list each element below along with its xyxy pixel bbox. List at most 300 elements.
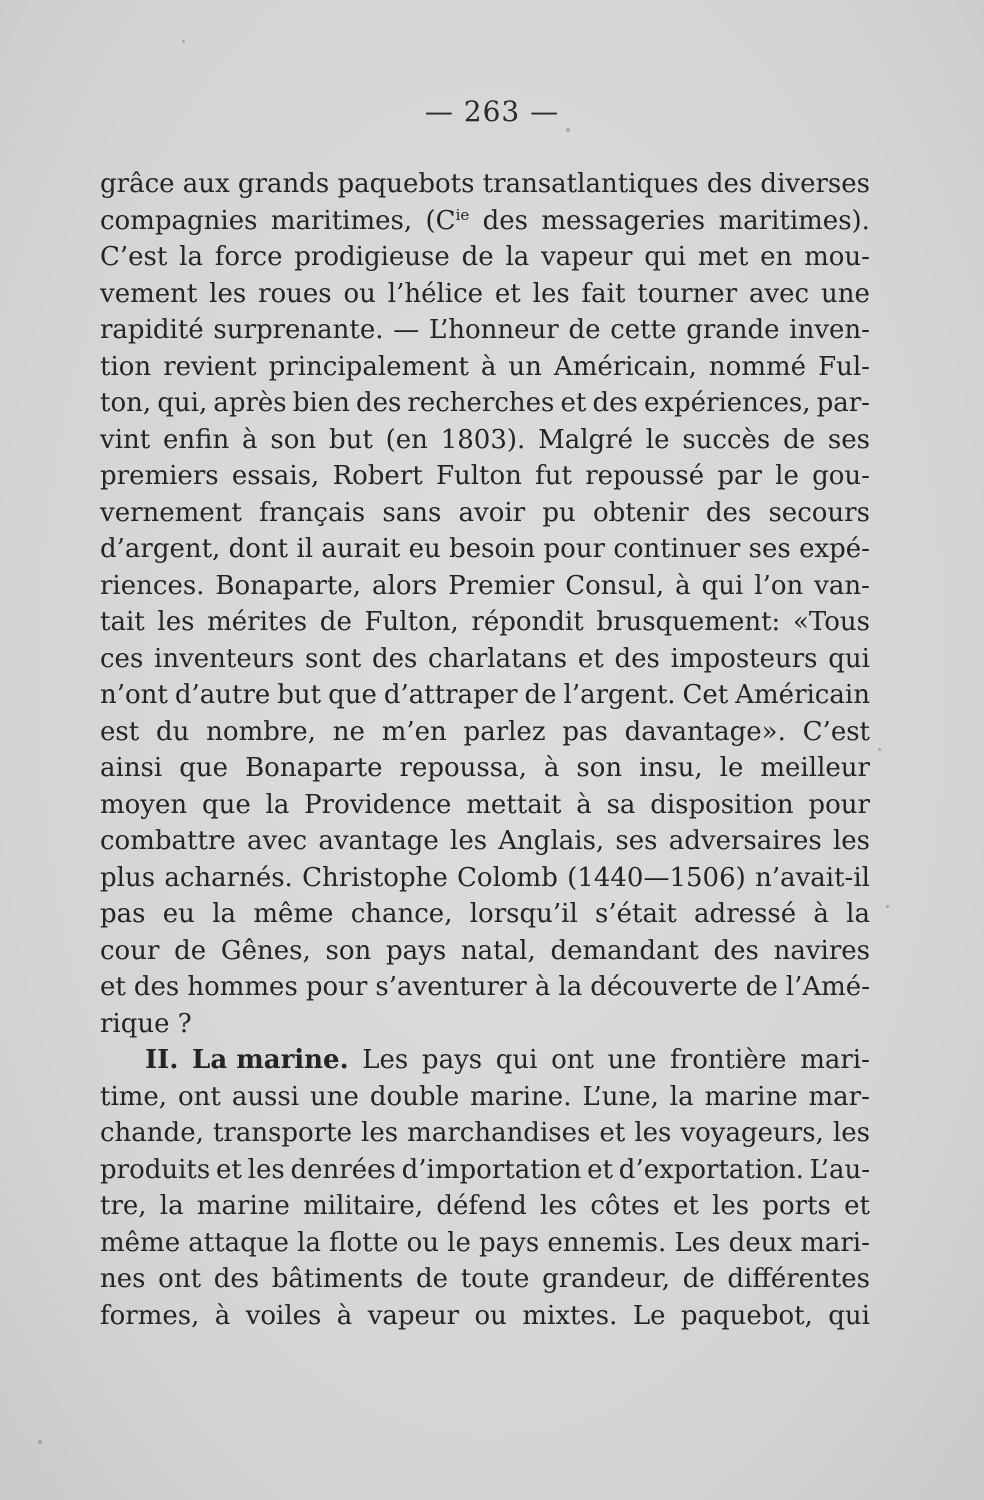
text-line <box>100 239 870 276</box>
word: par- <box>816 388 870 418</box>
word: à <box>576 789 592 820</box>
word: Colomb <box>457 862 558 893</box>
word: C’est <box>802 716 870 747</box>
text-line <box>100 312 870 349</box>
word: des <box>213 1264 260 1294</box>
word: maritimes). <box>718 205 870 236</box>
word: que <box>328 680 377 710</box>
word: une <box>310 1081 359 1112</box>
text-line <box>100 641 870 678</box>
word: répondit <box>471 607 584 637</box>
word: grâce <box>100 169 175 199</box>
word: le <box>447 1227 471 1258</box>
word: une <box>820 278 870 309</box>
word: à <box>214 1300 231 1331</box>
word: grandeur, <box>542 1264 670 1294</box>
word: time, <box>100 1081 168 1112</box>
word: parlez <box>463 716 546 747</box>
word: maritimes, <box>270 205 413 236</box>
word: pays <box>386 935 447 966</box>
word: dont <box>228 534 289 564</box>
word: frontière <box>670 1045 787 1075</box>
word: moyen <box>100 789 188 820</box>
word: n’ont <box>100 680 168 710</box>
word: la <box>505 242 530 272</box>
word: l’on <box>754 570 804 601</box>
word: recherches <box>407 388 555 418</box>
word: inventeurs <box>154 643 295 674</box>
word: denrées <box>290 1154 396 1185</box>
word: l’hélice <box>387 278 484 309</box>
word: à <box>480 351 497 382</box>
text-line <box>100 1225 870 1262</box>
word: l’Amé- <box>785 972 870 1002</box>
word: pour <box>305 972 368 1002</box>
paper-speck <box>38 1440 42 1444</box>
word: van- <box>814 570 870 601</box>
body-text <box>100 166 870 1334</box>
word: ses <box>827 424 870 455</box>
word: demandant <box>550 935 699 966</box>
word: français <box>259 497 366 528</box>
word: force <box>214 242 283 272</box>
word: et <box>577 643 604 674</box>
word: des <box>133 972 180 1002</box>
word: son <box>325 935 372 966</box>
text-line <box>100 568 870 605</box>
text-line <box>100 1152 870 1189</box>
word: le <box>775 461 799 491</box>
word: mar- <box>808 1081 870 1112</box>
word: expériences, <box>643 388 811 418</box>
word: vernement <box>100 497 242 528</box>
word: la <box>212 899 237 929</box>
word: de <box>174 935 207 966</box>
word: avoir <box>458 497 526 528</box>
word: pas <box>100 899 146 929</box>
word: (en <box>385 424 428 455</box>
word: Consul, <box>565 570 665 601</box>
paper-speck <box>182 40 185 43</box>
word: différentes <box>727 1264 870 1294</box>
text-line <box>100 787 870 824</box>
word: la <box>669 1081 694 1112</box>
word: insu, <box>639 753 703 783</box>
text-line <box>100 860 870 897</box>
word: ont <box>178 1081 221 1112</box>
paper-speck <box>566 128 570 132</box>
word: but <box>277 680 322 710</box>
word: pour <box>808 789 870 820</box>
word: la <box>179 242 203 272</box>
word: ton, <box>100 388 152 418</box>
text-line <box>100 1079 870 1116</box>
word: attaque <box>188 1227 289 1258</box>
word: des <box>355 388 402 418</box>
word: ne <box>332 716 365 747</box>
word: expé- <box>799 534 870 564</box>
word: les <box>450 826 488 856</box>
word: inven- <box>789 315 870 345</box>
word: Malgré <box>538 424 633 455</box>
text-line <box>100 203 870 240</box>
word: tourner <box>637 278 738 309</box>
word: ces <box>100 643 144 674</box>
text-line <box>100 385 870 422</box>
word: mou- <box>804 242 870 272</box>
word: mettait <box>466 789 562 820</box>
word: enfin <box>163 424 230 455</box>
word: Américain, <box>553 351 697 382</box>
text-line <box>100 1261 870 1298</box>
word: qui <box>644 242 687 272</box>
word: qui <box>828 1300 870 1331</box>
word: riences. <box>100 570 205 601</box>
word: sont <box>305 643 362 674</box>
text-line <box>100 969 870 1006</box>
word: m’en <box>381 716 447 747</box>
word: imposteurs <box>670 643 818 674</box>
word: ou <box>343 278 376 309</box>
word: C’est <box>100 242 168 272</box>
word: par <box>717 461 762 491</box>
word: cette <box>610 315 677 345</box>
word: les <box>157 607 195 637</box>
word: les <box>247 1154 285 1185</box>
text-line <box>100 495 870 532</box>
word: que <box>201 789 251 820</box>
word: ou <box>474 1300 507 1331</box>
word: même <box>253 899 334 929</box>
word: que <box>179 753 229 783</box>
word: sans <box>382 497 442 528</box>
word: tait <box>100 607 145 637</box>
word: des <box>371 643 418 674</box>
paper-speck <box>878 748 881 751</box>
word: Les <box>362 1045 409 1075</box>
word: les <box>832 826 870 856</box>
word: rapidité <box>100 315 204 345</box>
word: de <box>415 1264 448 1294</box>
word: 1803). <box>440 424 526 455</box>
word: Bonaparte <box>245 753 383 783</box>
word: en <box>760 242 793 272</box>
word: ports <box>762 1191 831 1221</box>
word: et <box>599 1118 626 1148</box>
word: Christophe <box>302 862 448 893</box>
word: gou- <box>812 461 870 491</box>
word: grande <box>686 315 780 345</box>
word: L’honneur <box>428 315 559 345</box>
word: disposition <box>650 789 794 820</box>
word: secours <box>768 497 870 528</box>
word: des <box>592 388 638 418</box>
word: mérites <box>207 607 308 637</box>
paper-speck <box>886 905 889 908</box>
word: d’autre <box>174 680 271 710</box>
word: navires <box>773 935 870 966</box>
word: de <box>745 972 778 1002</box>
word: et <box>216 1154 242 1185</box>
word: d’attraper <box>383 680 518 710</box>
word: deux <box>728 1227 793 1258</box>
word: après <box>213 388 287 418</box>
word: adversaires <box>668 826 822 856</box>
word: Bonaparte, <box>215 570 362 601</box>
word: et <box>844 1191 870 1221</box>
word: qui, <box>157 388 208 418</box>
word: des <box>705 497 752 528</box>
text-line <box>100 458 870 495</box>
word: fait <box>581 278 626 309</box>
word: pour <box>543 534 606 564</box>
word: pays <box>421 1045 483 1075</box>
word: les <box>209 278 247 309</box>
word: de <box>524 680 557 710</box>
word: les <box>832 1118 870 1148</box>
word: L’une, <box>582 1081 659 1112</box>
word: de <box>682 1264 715 1294</box>
word: il <box>296 534 314 564</box>
word: la <box>297 1227 321 1258</box>
word: grands <box>237 169 330 199</box>
word: Américain <box>735 680 870 710</box>
word: Fulton <box>435 461 522 491</box>
word: aurait <box>321 534 401 564</box>
word: Premier <box>448 570 555 601</box>
word: Fulton, <box>364 607 459 637</box>
word: brusquement: <box>596 607 781 637</box>
word: mari- <box>800 1227 870 1258</box>
word: (1440—1506) <box>567 862 746 893</box>
word: essais, <box>231 461 320 491</box>
text-line <box>100 1006 870 1043</box>
word: premiers <box>100 461 219 491</box>
word: nes <box>100 1264 146 1294</box>
word: n’avait-il <box>755 862 870 893</box>
word: de <box>461 242 494 272</box>
word: pays <box>479 1227 540 1258</box>
word: la <box>159 1191 184 1221</box>
word: paquebots <box>337 169 475 199</box>
word: cour <box>100 935 160 966</box>
page-number: — 263 — <box>424 95 560 128</box>
text-line <box>100 933 870 970</box>
word: qui <box>828 643 870 674</box>
word: double <box>369 1081 460 1112</box>
word: de <box>319 607 352 637</box>
word: voiles <box>245 1300 322 1331</box>
word: II. <box>145 1045 179 1075</box>
word: militaire, <box>303 1191 424 1221</box>
word: pu <box>542 497 576 528</box>
word: Ful- <box>818 351 870 382</box>
word: toute <box>460 1264 530 1294</box>
word: sa <box>606 789 636 820</box>
word: des <box>713 935 759 966</box>
word: et <box>560 388 587 418</box>
word: et <box>587 1154 613 1185</box>
word: est <box>100 716 140 747</box>
word: ($C^{ie}$ <box>425 205 470 236</box>
word: les <box>361 1118 399 1148</box>
word: avantage <box>318 826 439 856</box>
word: ont <box>158 1264 202 1294</box>
word: du <box>155 716 190 747</box>
word: La marine. <box>192 1045 349 1075</box>
word: d’argent, <box>100 534 221 564</box>
word: l’argent. <box>563 680 676 710</box>
word: ennemis. <box>547 1227 667 1258</box>
word: charlatans <box>428 643 568 674</box>
word: ses <box>615 826 658 856</box>
word: eu <box>408 534 441 564</box>
word: les <box>532 278 570 309</box>
word: de <box>568 315 601 345</box>
word: nommé <box>708 351 807 382</box>
word: mari- <box>800 1045 870 1075</box>
word: vapeur <box>541 242 633 272</box>
word: adressé <box>694 899 797 929</box>
word: marine. <box>470 1081 572 1112</box>
word: les <box>634 1118 672 1148</box>
word: ou <box>406 1227 439 1258</box>
word: roues <box>258 278 332 309</box>
word: de <box>783 424 816 455</box>
word: messageries <box>541 205 706 236</box>
word: diverses <box>760 169 870 199</box>
word: revient <box>163 351 257 382</box>
word: combattre <box>100 826 236 856</box>
word: le <box>645 424 670 455</box>
word: même <box>100 1227 181 1258</box>
word: son <box>270 424 317 455</box>
word: et <box>100 972 126 1002</box>
word: eu <box>162 899 195 929</box>
word: la <box>558 972 583 1002</box>
word: plus <box>100 862 156 893</box>
word: s’aventurer <box>375 972 527 1002</box>
word: voyageurs, <box>680 1118 824 1148</box>
word: découverte <box>590 972 738 1002</box>
word: des <box>614 643 660 674</box>
word: la <box>846 899 870 929</box>
word: avec <box>246 826 308 856</box>
word: des <box>706 169 753 199</box>
word: tion <box>100 351 152 382</box>
word: et <box>672 1191 699 1221</box>
word: hommes <box>187 972 298 1002</box>
word: pas <box>562 716 608 747</box>
text-line <box>100 896 870 933</box>
word: fut <box>535 461 572 491</box>
word: chance, <box>350 899 453 929</box>
word: ont <box>551 1045 594 1075</box>
word: chande, <box>100 1118 204 1148</box>
word: rique ? <box>100 1008 192 1039</box>
word: lorsqu’il <box>469 899 578 929</box>
word: avec <box>748 278 810 309</box>
word: aux <box>182 169 230 199</box>
word: défend <box>436 1191 527 1221</box>
word: «Tous <box>793 607 870 637</box>
word: des <box>482 205 528 236</box>
text-line <box>100 1298 870 1335</box>
text-line <box>100 276 870 313</box>
word: ainsi <box>100 753 163 783</box>
text-line <box>100 714 870 751</box>
word: à <box>543 753 560 783</box>
word: met <box>697 242 749 272</box>
word: davantage». <box>624 716 786 747</box>
word: tre, <box>100 1191 147 1221</box>
word: côtes <box>590 1191 660 1221</box>
word: et <box>494 278 521 309</box>
word: transatlantiques <box>482 169 699 199</box>
word: le <box>719 753 744 783</box>
word: les <box>540 1191 578 1221</box>
word: succès <box>682 424 771 455</box>
word: repoussé <box>585 461 705 491</box>
text-line <box>100 1042 870 1079</box>
word: obtenir <box>593 497 689 528</box>
word: alors <box>372 570 438 601</box>
word: compagnies <box>100 205 258 236</box>
word: vint <box>100 424 151 455</box>
word: marine <box>704 1081 798 1112</box>
word: nombre, <box>206 716 316 747</box>
word: transporte <box>212 1118 352 1148</box>
word: natal, <box>460 935 536 966</box>
word: repoussa, <box>399 753 527 783</box>
word: surprenante. <box>213 315 384 345</box>
word: à <box>675 570 691 601</box>
word: à <box>336 1300 353 1331</box>
word: qui <box>701 570 744 601</box>
word: Cet <box>682 680 729 710</box>
word: Anglais, <box>498 826 605 856</box>
word: prodigieuse <box>294 242 450 272</box>
word: d’importation <box>401 1154 582 1185</box>
word: marchandises <box>407 1118 591 1148</box>
word: à <box>813 899 829 929</box>
text-line <box>100 750 870 787</box>
word: flotte <box>329 1227 399 1258</box>
text-line <box>100 604 870 641</box>
word: aussi <box>231 1081 300 1112</box>
word: marine <box>196 1191 290 1221</box>
word: à <box>534 972 551 1002</box>
word: paquebot, <box>680 1300 813 1331</box>
word: à <box>242 424 258 455</box>
word: Providence <box>304 789 452 820</box>
word: bien <box>292 388 350 418</box>
text-line <box>100 823 870 860</box>
text-line <box>100 422 870 459</box>
word: qui <box>495 1045 538 1075</box>
text-line <box>100 1188 870 1225</box>
word: vement <box>100 278 198 309</box>
word: d’exportation. <box>618 1154 804 1185</box>
word: Le <box>632 1300 666 1331</box>
text-line <box>100 349 870 386</box>
text-line <box>100 166 870 203</box>
word: les <box>712 1191 750 1221</box>
word: un <box>508 351 542 382</box>
word: mixtes. <box>522 1300 618 1331</box>
word: principalement <box>268 351 469 382</box>
word: meilleur <box>760 753 870 783</box>
